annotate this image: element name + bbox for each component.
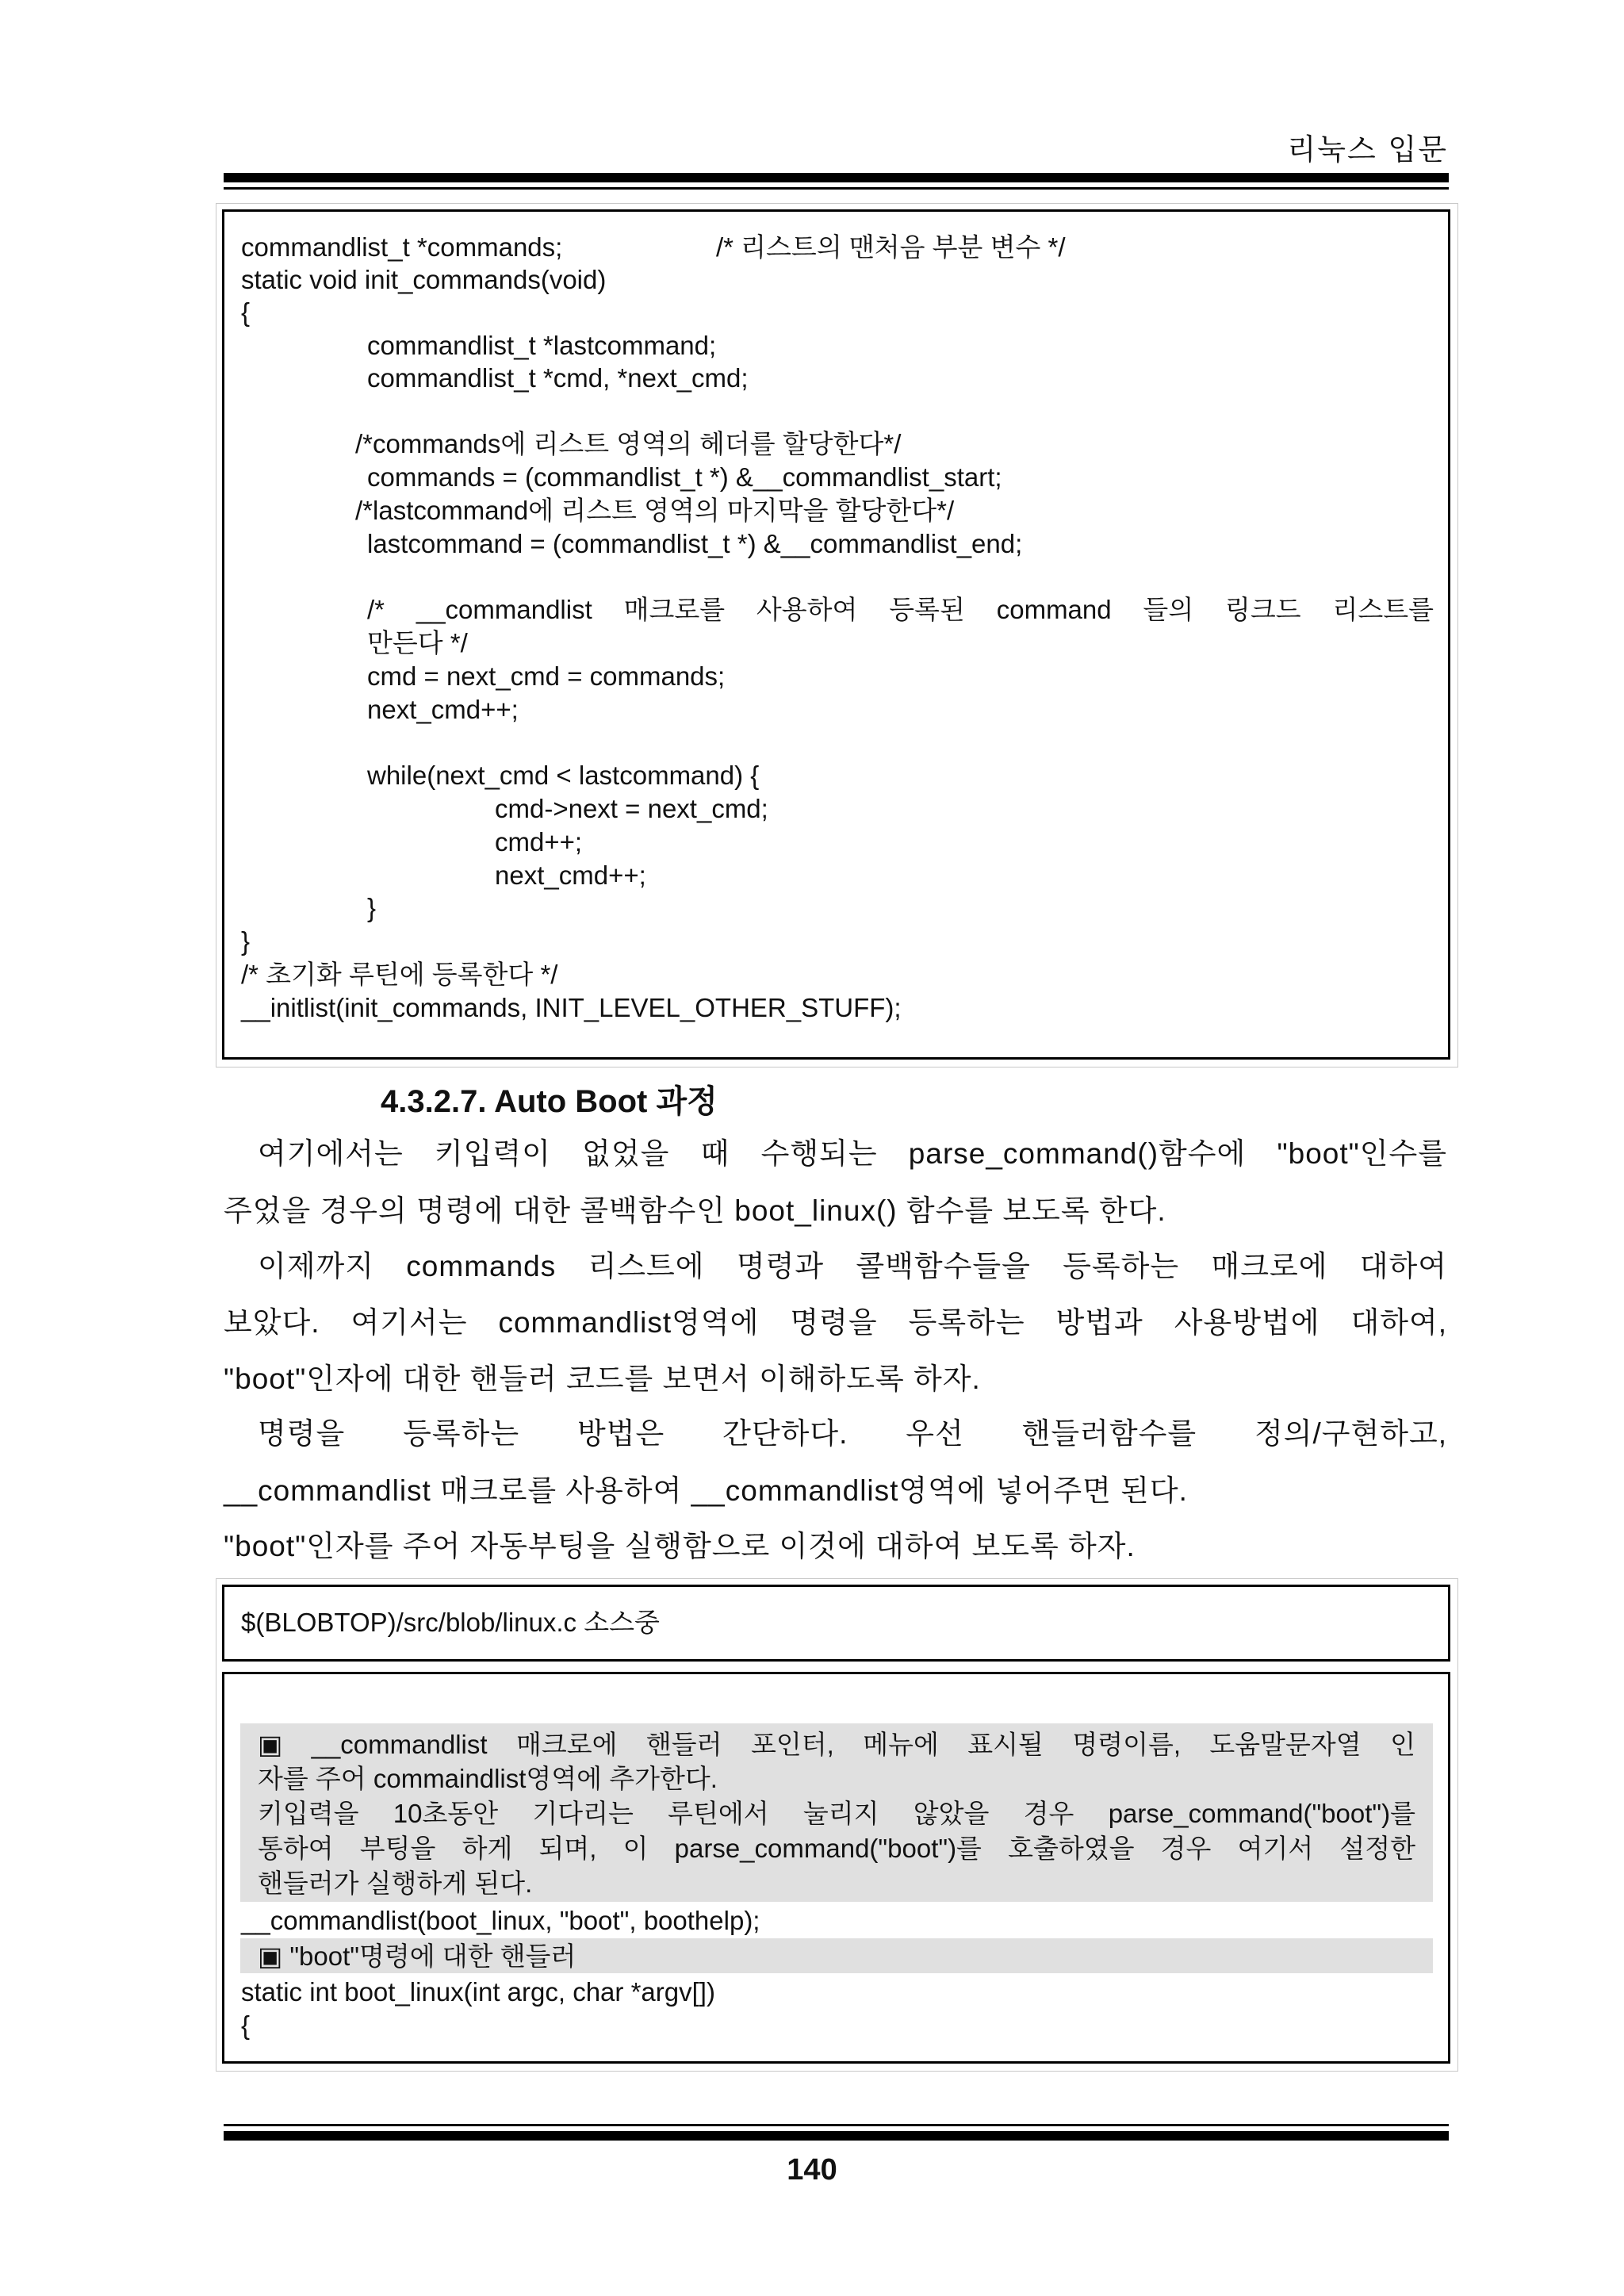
footer-rule-thick xyxy=(224,2131,1449,2141)
page-number: 140 xyxy=(787,2153,837,2187)
note-line: 핸들러가 실행하게 된다. xyxy=(258,1869,533,1898)
running-title: 리눅스 입문 xyxy=(1287,132,1448,167)
code-line: commandlist_t *cmd, *next_cmd; xyxy=(367,363,749,393)
code-line: next_cmd++; xyxy=(495,861,646,890)
code-inline-comment: /* 리스트의 맨처음 부분 변수 */ xyxy=(716,232,1066,262)
code-block xyxy=(222,209,1450,1060)
code-line: /*lastcommand에 리스트 영역의 마지막을 할당한다*/ xyxy=(355,496,955,525)
code-line: 만든다 */ xyxy=(367,628,468,657)
code-line: while(next_cmd < lastcommand) { xyxy=(367,761,760,790)
code-line: { xyxy=(241,297,251,327)
note-line: 통하여 부팅을 하게 되며, 이 parse_command("boot")를 호출하였을 경우 여기서 설정한 xyxy=(258,1834,1415,1863)
code-line: lastcommand = (commandlist_t *) &__commandlist_end; xyxy=(367,529,1023,558)
paragraph-line: 이제까지 commands 리스트에 명령과 콜백함수들을 등록하는 매크로에 대하여 xyxy=(258,1250,1447,1282)
code-line: next_cmd++; xyxy=(367,695,519,724)
code-line: cmd->next = next_cmd; xyxy=(495,794,768,823)
paragraph-line: "boot"인자를 주어 자동부팅을 실행함으로 이것에 대하여 보도록 하자. xyxy=(224,1530,1136,1562)
source-caption: $(BLOBTOP)/src/blob/linux.c 소스중 xyxy=(241,1608,660,1637)
header-rule-thin xyxy=(224,187,1449,190)
paragraph-line: 여기에서는 키입력이 없었을 때 수행되는 parse_command()함수에 "boot"인수를 xyxy=(258,1137,1447,1170)
paragraph-line: 보았다. 여기서는 commandlist영역에 명령을 등록하는 방법과 사용방법에 대하여, xyxy=(224,1306,1447,1339)
paragraph-line: 명령을 등록하는 방법은 간단하다. 우선 핸들러함수를 정의/구현하고, xyxy=(258,1417,1447,1450)
code-line: { xyxy=(241,2010,251,2040)
code-line: /* 초기화 루틴에 등록한다 */ xyxy=(241,960,558,989)
note-line: ▣ "boot"명령에 대한 핸들러 xyxy=(258,1941,576,1971)
code-line: commands = (commandlist_t *) &__commandlist_start; xyxy=(367,462,1002,492)
section-heading: 4.3.2.7. Auto Boot 과정 xyxy=(381,1084,718,1119)
code-line: __initlist(init_commands, INIT_LEVEL_OTHER_STUFF); xyxy=(241,993,902,1022)
paragraph-line: "boot"인자에 대한 핸들러 코드를 보면서 이해하도록 하자. xyxy=(224,1363,981,1395)
code-line: commandlist_t *lastcommand; xyxy=(367,331,717,360)
code-line: static int boot_linux(int argc, char *argv[]) xyxy=(241,1977,715,2007)
footer-rule-thin xyxy=(224,2124,1449,2126)
code-line: commandlist_t *commands; xyxy=(241,232,563,262)
note-line: 키입력을 10초동안 기다리는 루틴에서 눌리지 않았을 경우 parse_command("boot")를 xyxy=(258,1799,1415,1828)
code-line: __commandlist(boot_linux, "boot", boothelp); xyxy=(241,1906,760,1935)
source-caption-box xyxy=(222,1585,1450,1662)
code-line: cmd = next_cmd = commands; xyxy=(367,661,726,691)
paragraph-line: __commandlist 매크로를 사용하여 __commandlist영역에 넣어주면 된다. xyxy=(224,1474,1188,1507)
code-line: /* __commandlist 매크로를 사용하여 등록된 command 들의 링크드 리스트를 xyxy=(367,595,1434,624)
code-line: /*commands에 리스트 영역의 헤더를 할당한다*/ xyxy=(355,429,902,458)
code-line: static void init_commands(void) xyxy=(241,265,607,294)
code-block-2 xyxy=(222,1672,1450,2064)
note-line: ▣ __commandlist 매크로에 핸들러 포인터, 메뉴에 표시될 명령이름, 도움말문자열 인 xyxy=(258,1730,1415,1759)
code-line: } xyxy=(367,893,377,922)
paragraph-line: 주었을 경우의 명령에 대한 콜백함수인 boot_linux() 함수를 보도록 한다. xyxy=(224,1194,1166,1227)
code-line: } xyxy=(241,926,251,956)
code-line: cmd++; xyxy=(495,827,583,857)
header-rule-thick xyxy=(224,173,1449,182)
note-line: 자를 주어 commaindlist영역에 추가한다. xyxy=(258,1764,718,1793)
